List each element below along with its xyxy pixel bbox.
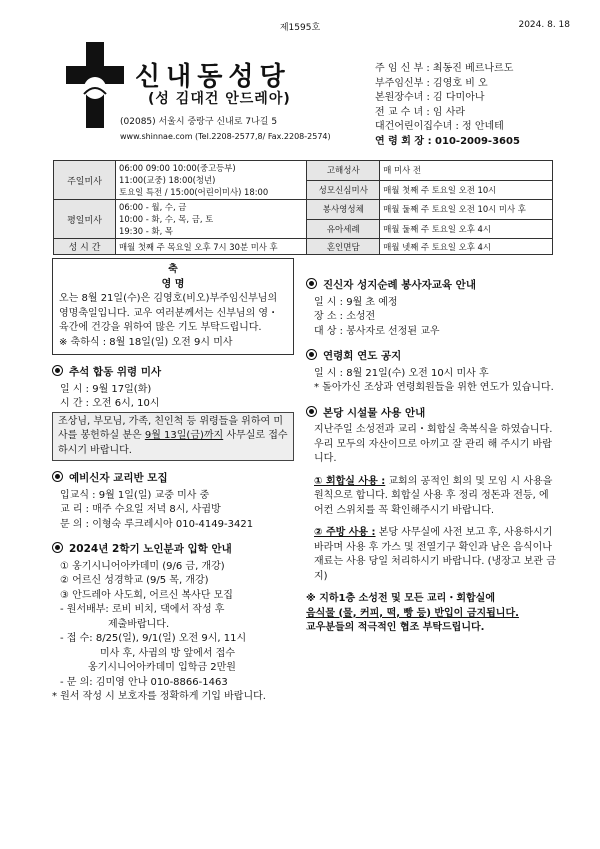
senior-item: - 접 수: 8/25(일), 9/1(일) 오전 9시, 11시 bbox=[60, 633, 247, 644]
marian-mass-value: 매월 첫째 주 토요일 오전 10시 bbox=[380, 180, 553, 200]
church-website: www.shinnae.com (Tel.2208-2577,8/ Fax.2208-2574) bbox=[120, 132, 331, 141]
staff-list bbox=[375, 62, 520, 149]
infant-baptism-label: 유아세례 bbox=[307, 219, 380, 239]
church-name: 신내동성당 bbox=[135, 62, 291, 92]
staff-row: 연 령 회 장 : 010-2009-3605 bbox=[375, 135, 520, 147]
pilgrimage-line: 장 소 : 소성전 bbox=[314, 311, 376, 322]
bullet-icon bbox=[306, 349, 317, 360]
feast-day-heading: 영 명 bbox=[161, 278, 185, 290]
section-heading: 2024년 2학기 노인분과 입학 안내 bbox=[52, 542, 294, 557]
congratulations-box bbox=[52, 258, 294, 355]
bullet-icon bbox=[52, 471, 63, 482]
marriage-interview-value: 매월 넷째 주 토요일 오후 4시 bbox=[380, 239, 553, 255]
pilgrimage-line: 대 상 : 봉사자로 선정된 교우 bbox=[314, 325, 440, 337]
catechumen-line: 문 의 : 이형숙 루크레시아 010-4149-3421 bbox=[60, 518, 254, 530]
senior-item: - 문 의: 김미영 안나 010-8866-1463 bbox=[60, 676, 228, 688]
staff-row: 부주임신부 : 김영호 비 오 bbox=[375, 77, 488, 89]
food-ban-notice: ※ 지하1층 소성전 및 모든 교리・회합실에 음식물 (물, 커피, 떡, 빵 등) 반입이 금지됩니다. 교우분들의 적극적인 협조 부탁드립니다. bbox=[306, 593, 519, 633]
catechumen-line: 교 리 : 매주 수요일 저녁 8시, 사귐방 bbox=[60, 504, 221, 515]
senior-item: * 원서 작성 시 보호자를 정확하게 기입 바랍니다. bbox=[52, 691, 266, 702]
section-heading: 본당 시설물 사용 안내 bbox=[306, 406, 556, 421]
bullet-icon bbox=[52, 365, 63, 376]
bullet-icon bbox=[52, 542, 63, 553]
kitchen-rule: ② 주방 사용 : 본당 사무실에 사전 보고 후, 사용하시기 바라며 사용 후 가스 및 전열기구 확인과 남은 음식이나 재료는 사용 당일 처리하시기 바랍니다. (냉장고 보관 금지) bbox=[314, 527, 556, 582]
bulletin-date: 2024. 8. 18 bbox=[518, 20, 570, 30]
holy-hour-value: 매월 첫째 주 목요일 오후 7시 30분 미사 후 bbox=[116, 239, 307, 255]
senior-item: 미사 후, 사귐의 방 앞에서 접수 bbox=[100, 647, 235, 659]
church-logo-icon bbox=[66, 42, 124, 128]
marian-mass-label: 성모신심미사 bbox=[307, 180, 380, 200]
senior-item: 제출바랍니다. bbox=[108, 618, 170, 630]
right-column bbox=[306, 258, 556, 636]
church-address: (02085) 서울시 중랑구 신내로 7나길 5 bbox=[120, 117, 278, 127]
bullet-icon bbox=[306, 406, 317, 417]
congrats-body: 오는 8월 21일(수)은 김영호(비오)부주임신부님의 영명축일입니다. 교우 여러분께서는 신부님의 영・육간에 건강을 위하여 많은 기도 부탁드립니다. bbox=[59, 293, 279, 333]
staff-row: 본원장수녀 : 김 다미아나 bbox=[375, 92, 485, 103]
senior-item: ③ 안드레아 사도회, 어르신 복사단 모집 bbox=[60, 589, 233, 601]
pilgrimage-line: 일 시 : 9월 초 예정 bbox=[314, 296, 398, 308]
senior-item: ② 어르신 성경학교 (9/5 목, 개강) bbox=[60, 575, 209, 586]
infant-baptism-value: 매월 둘째 주 토요일 오후 4시 bbox=[380, 219, 553, 239]
staff-row: 전 교 수 녀 : 임 사라 bbox=[375, 106, 466, 118]
facilities-paragraph: 지난주일 소성전과 교리・회합실 축복식을 하였습니다. bbox=[314, 424, 553, 435]
bullet-icon bbox=[306, 278, 317, 289]
sunday-mass-times: 06:00 09:00 10:00(중고등부) 11:00(교중) 18:00(청년) 토요일 특전 / 15:00(어린이미사) 18:00 bbox=[116, 161, 307, 200]
senior-item: 옹기시니어아카데미 입학금 2만원 bbox=[88, 662, 236, 673]
confession-label: 고해성사 bbox=[307, 161, 380, 181]
issue-number: 제1595호 bbox=[279, 23, 321, 33]
memorial-date: 일 시 : 9월 17일(화) bbox=[60, 383, 152, 395]
facilities-paragraph: 우리 모두의 자산이므로 아끼고 잘 관리 해 주시기 바랍니다. bbox=[314, 438, 552, 464]
weekday-mass-label: 평일미사 bbox=[54, 200, 116, 239]
staff-row: 대건어린이집수녀 : 정 안네테 bbox=[375, 121, 504, 132]
communion-service-value: 매월 둘째 주 토요일 오전 10시 미사 후 bbox=[380, 200, 553, 220]
sunday-mass-label: 주일미사 bbox=[54, 161, 116, 200]
confession-value: 매 미사 전 bbox=[380, 161, 553, 181]
church-patron: (성 김대건 안드레아) bbox=[148, 91, 291, 107]
memorial-assoc-line: 일 시 : 8월 21일(수) 오전 10시 미사 후 bbox=[314, 367, 489, 379]
memorial-assoc-line: * 돌아가신 조상과 연령회원들을 위한 연도가 있습니다. bbox=[314, 382, 554, 393]
left-column bbox=[52, 258, 294, 705]
marriage-interview-label: 혼인면담 bbox=[307, 239, 380, 255]
section-heading: 추석 합동 위령 미사 bbox=[52, 365, 294, 380]
staff-row: 주 임 신 부 : 최동진 베르나르도 bbox=[375, 63, 514, 74]
memorial-time: 시 간 : 오전 6시, 10시 bbox=[60, 398, 160, 409]
catechumen-line: 입교식 : 9월 1일(일) 교중 미사 중 bbox=[60, 489, 210, 501]
section-heading: 예비신자 교리반 모집 bbox=[52, 471, 294, 486]
mass-schedule-table bbox=[53, 160, 553, 255]
section-heading: 진신자 성지순례 봉사자교육 안내 bbox=[306, 278, 556, 293]
holy-hour-label: 성 시 간 bbox=[54, 239, 116, 255]
weekday-mass-times: 06:00 - 월, 수, 금 10:00 - 화, 수, 목, 금, 토 19:30 - 화, 목 bbox=[116, 200, 307, 239]
communion-service-label: 봉사영성체 bbox=[307, 200, 380, 220]
memorial-info: 조상님, 부모님, 가족, 친인척 등 위령들을 위하여 미사를 봉헌하실 분은 9월 13일(금)까지 사무실로 접수하시기 바랍니다. bbox=[52, 412, 294, 462]
congrats-heading: 축 bbox=[168, 264, 178, 275]
senior-item: ① 옹기시니어아카데미 (9/6 금, 개강) bbox=[60, 560, 225, 572]
meeting-room-rule: ① 회합실 사용 : 교회의 공적인 회의 및 모임 시 사용을 원칙으로 합니다. 회합실 사용 후 정리 정돈과 전등, 에어컨 스위치를 꼭 확인해주시기 바랍니다. bbox=[314, 475, 553, 516]
senior-item: - 원서배부: 로비 비치, 댁에서 작성 후 bbox=[60, 604, 225, 615]
section-heading: 연령회 연도 공지 bbox=[306, 349, 556, 364]
congrats-note: ※ 축하식 : 8월 18일(일) 오전 9시 미사 bbox=[59, 336, 233, 348]
